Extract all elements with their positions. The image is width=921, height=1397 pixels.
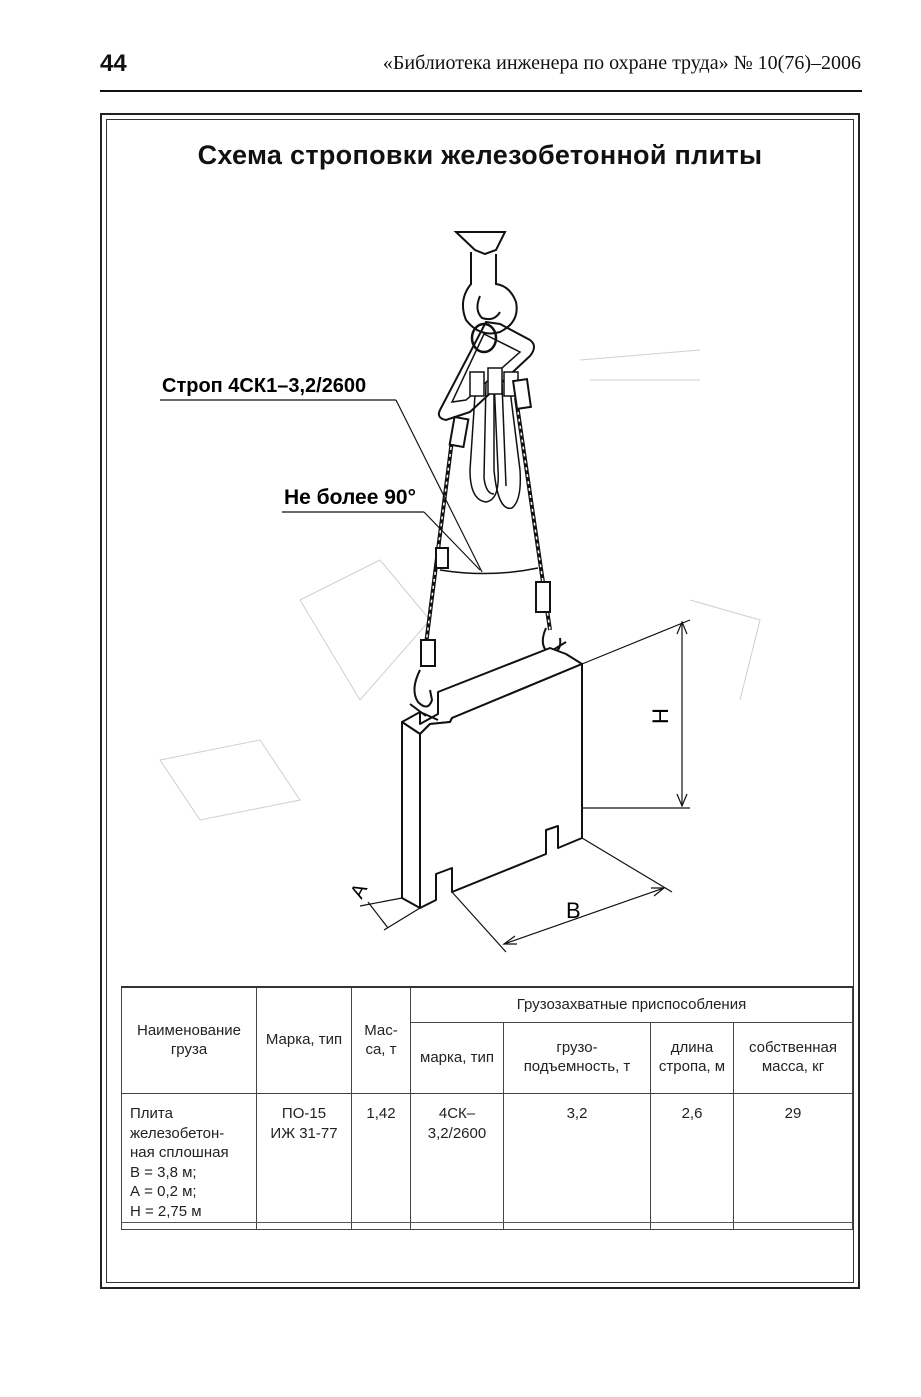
running-head: «Библиотека инженера по охране труда» № 10(76)–2006 [382,52,861,74]
cell-own-mass: 29 [734,1094,853,1230]
cell-mark-type [257,1094,352,1230]
right-sling-leg [513,379,566,658]
mark-line: ПО-15 [281,1105,327,1122]
left-sling-leg [410,417,468,716]
col-capacity: грузо- подъемность, т [504,1023,651,1094]
page-title: Схема строповки железобетонной плиты [197,140,763,170]
cargo-line: ная сплошная [130,1144,229,1161]
col-sling-length: длина стропа, м [651,1023,734,1094]
col-mark-type: Марка, тип [257,987,352,1094]
cell-device-mark [411,1094,504,1230]
mark-line: ИЖ 31-77 [270,1124,338,1142]
col-own-mass: собственная масса, кг [734,1023,853,1094]
cargo-line: Плита [130,1105,173,1122]
dimension-h-label: H [648,708,673,724]
cargo-line: А = 0,2 м; [130,1183,197,1200]
col-cargo-name: Наименование груза [122,987,257,1094]
dimension-b-label: B [566,898,581,923]
col-mass: Мас- са, т [352,987,411,1094]
table-header-row-1 [122,987,853,1023]
concrete-slab [402,648,582,908]
angle-arc [440,568,538,574]
table-footer-space [121,1222,853,1283]
device-mark-line: 4СК– [438,1105,476,1122]
crane-hook [456,232,517,334]
cargo-line: Н = 2,75 м [130,1202,202,1220]
table-row [122,1094,853,1230]
cargo-line: B = 3,8 м; [130,1163,197,1181]
sling-label: Строп 4СК1–3,2/2600 [162,375,367,397]
spec-table [121,986,853,1230]
rear-sling-legs [470,368,520,508]
device-mark-line: 3,2/2600 [427,1124,487,1142]
dimension-a-label: A [346,880,373,903]
cell-capacity: 3,2 [504,1094,651,1230]
cell-cargo-name [122,1094,257,1230]
col-lifting-devices: Грузозахватные приспособления [411,987,853,1023]
cell-sling-length: 2,6 [651,1094,734,1230]
cargo-line: железобетон- [130,1124,225,1142]
cell-mass: 1,42 [352,1094,411,1230]
angle-label: Не более 90° [284,486,416,509]
page-number: 44 [100,50,127,77]
col-device-mark: марка, тип [411,1023,504,1094]
dimension-h [582,620,690,808]
